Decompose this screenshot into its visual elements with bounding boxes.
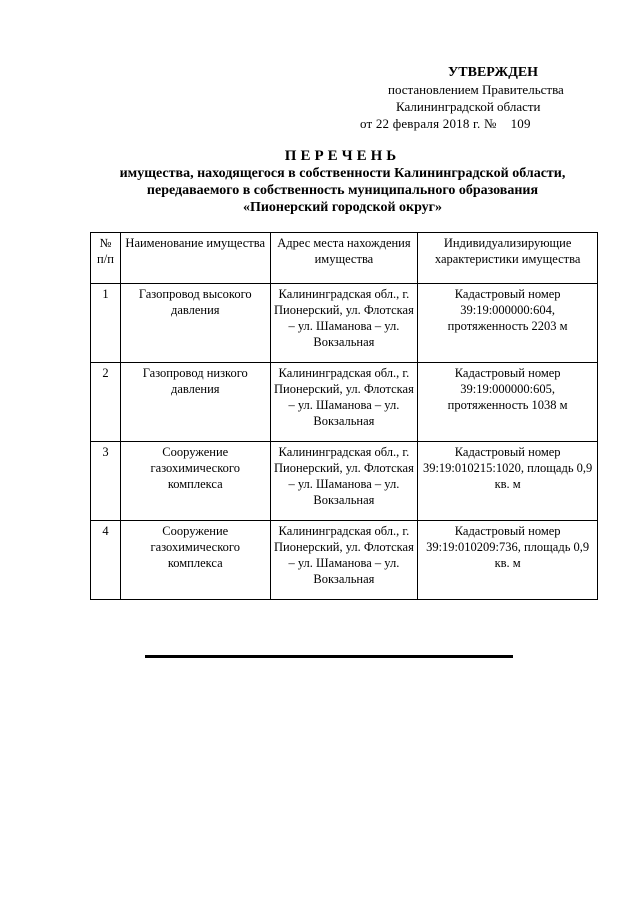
table-row: [91, 284, 598, 363]
header-address: Адрес места нахождения имущества: [270, 233, 418, 284]
approval-title: УТВЕРЖДЕН: [448, 65, 539, 80]
table-row: [91, 521, 598, 600]
title-line-1: имущества, находящегося в собственности Калининградской области,: [119, 166, 566, 181]
row-number: 2: [91, 363, 121, 442]
table-header-row: [91, 233, 598, 284]
row-name: Газопровод высокого давления: [120, 284, 270, 363]
row-name: Газопровод низкого давления: [120, 363, 270, 442]
approval-number: 109: [510, 116, 531, 131]
approval-block: [360, 64, 610, 132]
header-number: № п/п: [91, 233, 121, 284]
row-number: 1: [91, 284, 121, 363]
closing-rule: [145, 655, 513, 658]
approval-region: Калининградской области: [396, 99, 541, 114]
title-line-3: «Пионерский городской округ»: [242, 200, 443, 215]
row-characteristics: Кадастровый номер 39:19:010215:1020, площадь 0,9 кв. м: [418, 442, 598, 521]
document-title: [90, 148, 595, 216]
approval-date-line: [360, 115, 610, 132]
row-address: Калининградская обл., г. Пионерский, ул. Флотская – ул. Шаманова – ул. Вокзальная: [270, 363, 418, 442]
row-name: Сооружение газохимического комплекса: [120, 442, 270, 521]
approval-issuer: постановлением Правительства: [388, 82, 564, 97]
table-row: [91, 363, 598, 442]
table-row: [91, 442, 598, 521]
row-address: Калининградская обл., г. Пионерский, ул. Флотская – ул. Шаманова – ул. Вокзальная: [270, 521, 418, 600]
header-characteristics: Индивидуализирующие характеристики имущества: [418, 233, 598, 284]
property-table: [90, 232, 598, 600]
row-number: 3: [91, 442, 121, 521]
row-number: 4: [91, 521, 121, 600]
row-address: Калининградская обл., г. Пионерский, ул. Флотская – ул. Шаманова – ул. Вокзальная: [270, 284, 418, 363]
row-address: Калининградская обл., г. Пионерский, ул. Флотская – ул. Шаманова – ул. Вокзальная: [270, 442, 418, 521]
row-characteristics: Кадастровый номер 39:19:010209:736, площадь 0,9 кв. м: [418, 521, 598, 600]
title-line-2: передаваемого в собственность муниципального образования: [146, 183, 539, 198]
approval-date: от 22 февраля 2018 г. №: [360, 116, 497, 131]
header-name: Наименование имущества: [120, 233, 270, 284]
row-characteristics: Кадастровый номер 39:19:000000:604, протяженность 2203 м: [418, 284, 598, 363]
row-characteristics: Кадастровый номер 39:19:000000:605, протяженность 1038 м: [418, 363, 598, 442]
title-heading: ПЕРЕЧЕНЬ: [284, 148, 401, 164]
row-name: Сооружение газохимического комплекса: [120, 521, 270, 600]
